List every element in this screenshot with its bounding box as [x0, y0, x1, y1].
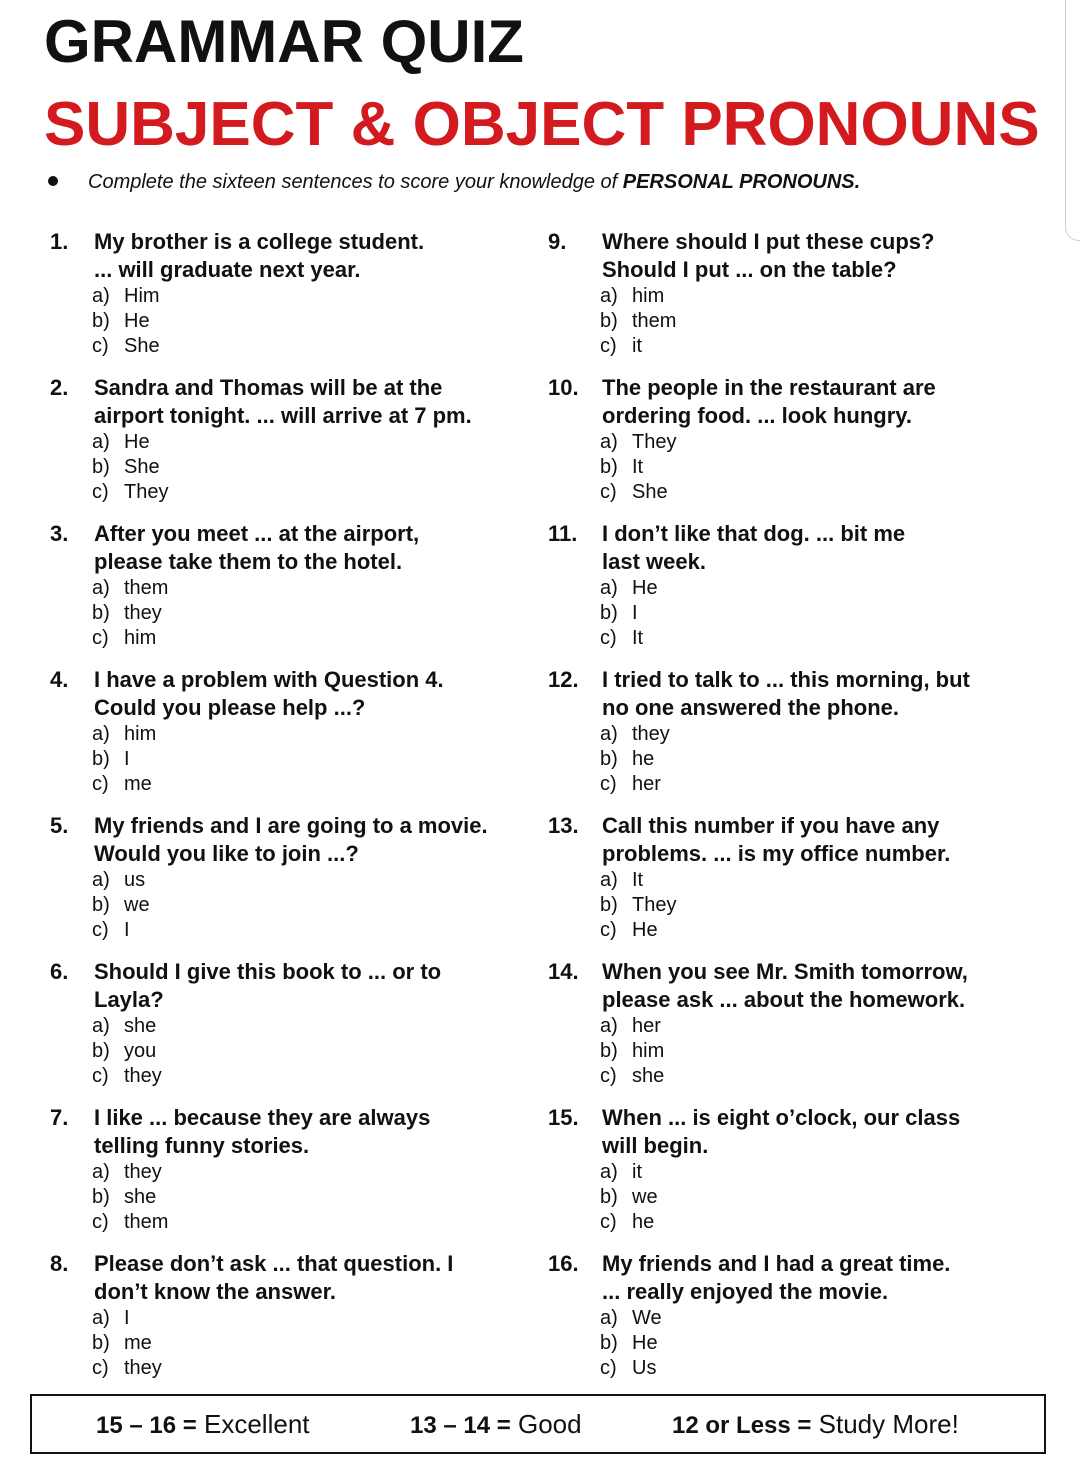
answer-option: [600, 1331, 1038, 1356]
question-line: I tried to talk to ... this morning, but: [602, 667, 970, 692]
score-excellent: 15 – 16 = Excellent: [96, 1409, 310, 1439]
option-letter: b): [92, 1332, 110, 1354]
question-item: [50, 228, 540, 374]
question-line: don’t know the answer.: [94, 1279, 337, 1304]
option-text: He: [632, 577, 658, 599]
option-text: She: [124, 456, 160, 478]
option-letter: b): [92, 310, 110, 332]
option-text: he: [632, 748, 655, 770]
option-text: it: [632, 335, 642, 357]
answer-option: [600, 1210, 1038, 1235]
option-text: them: [124, 577, 169, 599]
option-letter: c): [600, 1065, 617, 1087]
question-item: [548, 1250, 1038, 1396]
question-text: [602, 1104, 1038, 1160]
question-line: Sandra and Thomas will be at the: [94, 375, 443, 400]
question-line: problems. ... is my office number.: [602, 841, 951, 866]
answer-option: [92, 480, 540, 505]
page-edge-tab: [1065, 0, 1080, 241]
question-text: [602, 228, 1038, 284]
question-text: [94, 228, 540, 284]
option-text: you: [124, 1040, 157, 1062]
question-number: 5.: [50, 813, 69, 838]
answer-option: [92, 334, 540, 359]
question-line: Should I put ... on the table?: [602, 257, 897, 282]
question-line: When ... is eight o’clock, our class: [602, 1105, 961, 1130]
instructions-text: Complete the sixteen sentences to score your knowledge of: [88, 171, 623, 193]
option-letter: a): [600, 869, 618, 891]
option-text: I: [124, 919, 130, 941]
answer-options: [600, 1306, 1038, 1381]
question-number: 13.: [548, 813, 579, 838]
option-letter: b): [92, 1040, 110, 1062]
question-line: Should I give this book to ... or to: [94, 959, 442, 984]
option-letter: c): [92, 773, 109, 795]
question-line: After you meet ... at the airport,: [94, 521, 420, 546]
answer-option: [92, 1039, 540, 1064]
question-line: airport tonight. ... will arrive at 7 pm.: [94, 403, 472, 428]
option-letter: c): [92, 1211, 109, 1233]
question-text: [94, 958, 540, 1014]
option-letter: c): [92, 919, 109, 941]
question-text: [602, 520, 1038, 576]
question-line: will begin.: [602, 1133, 709, 1158]
option-letter: b): [92, 748, 110, 770]
question-number: 7.: [50, 1105, 69, 1130]
question-item: [548, 1104, 1038, 1250]
question-number: 14.: [548, 959, 579, 984]
option-text: Him: [124, 285, 160, 307]
option-text: him: [632, 285, 665, 307]
answer-option: [92, 772, 540, 797]
answer-option: [600, 309, 1038, 334]
option-text: him: [124, 723, 157, 745]
answer-option: [600, 480, 1038, 505]
question-line: last week.: [602, 549, 706, 574]
option-letter: c): [600, 773, 617, 795]
question-line: I have a problem with Question 4.: [94, 667, 444, 692]
question-line: ... will graduate next year.: [94, 257, 361, 282]
question-line: I don’t like that dog. ... bit me: [602, 521, 906, 546]
option-letter: b): [600, 1186, 618, 1208]
question-text: [602, 666, 1038, 722]
option-text: They: [632, 431, 677, 453]
option-letter: b): [92, 1186, 110, 1208]
answer-option: [92, 1331, 540, 1356]
option-letter: c): [600, 919, 617, 941]
option-text: she: [124, 1015, 157, 1037]
option-text: they: [124, 1357, 162, 1379]
scoring-box: [30, 1394, 1046, 1454]
option-text: she: [632, 1065, 665, 1087]
question-item: [50, 374, 540, 520]
question-text: [94, 1250, 540, 1306]
question-item: [548, 228, 1038, 374]
option-letter: b): [600, 894, 618, 916]
answer-option: [92, 918, 540, 943]
question-line: Where should I put these cups?: [602, 229, 935, 254]
option-text: me: [124, 1332, 152, 1354]
question-line: Call this number if you have any: [602, 813, 940, 838]
question-line: telling funny stories.: [94, 1133, 310, 1158]
question-line: please ask ... about the homework.: [602, 987, 966, 1012]
option-text: they: [632, 723, 670, 745]
answer-option: [600, 1160, 1038, 1185]
answer-option: [600, 334, 1038, 359]
option-text: He: [632, 1332, 658, 1354]
question-item: [50, 666, 540, 812]
answer-options: [600, 576, 1038, 651]
answer-option: [600, 722, 1038, 747]
answer-options: [92, 430, 540, 505]
answer-option: [600, 772, 1038, 797]
option-text: I: [632, 602, 638, 624]
question-item: [50, 1104, 540, 1250]
option-text: It: [632, 869, 644, 891]
question-item: [548, 374, 1038, 520]
question-text: [602, 374, 1038, 430]
answer-option: [92, 722, 540, 747]
answer-option: [92, 601, 540, 626]
page-subtitle: SUBJECT & OBJECT PRONOUNS: [44, 90, 1040, 159]
answer-options: [92, 1160, 540, 1235]
answer-options: [600, 1160, 1038, 1235]
questions-left-column: [50, 228, 540, 1396]
option-letter: b): [600, 602, 618, 624]
answer-option: [92, 1064, 540, 1089]
question-line: When you see Mr. Smith tomorrow,: [602, 959, 968, 984]
option-letter: b): [600, 1040, 618, 1062]
option-letter: b): [600, 1332, 618, 1354]
option-letter: b): [600, 456, 618, 478]
question-line: ... really enjoyed the movie.: [602, 1279, 889, 1304]
option-text: them: [632, 310, 677, 332]
question-item: [50, 958, 540, 1104]
answer-option: [600, 1064, 1038, 1089]
option-letter: b): [92, 602, 110, 624]
question-text: [94, 374, 540, 430]
question-number: 3.: [50, 521, 69, 546]
answer-option: [92, 868, 540, 893]
option-text: It: [632, 456, 644, 478]
option-letter: c): [600, 1357, 617, 1379]
option-text: we: [632, 1186, 658, 1208]
option-text: It: [632, 627, 644, 649]
bullet-icon: [48, 176, 58, 186]
answer-option: [92, 455, 540, 480]
question-line: please take them to the hotel.: [94, 549, 403, 574]
question-item: [50, 812, 540, 958]
question-number: 9.: [548, 229, 567, 254]
question-text: [602, 812, 1038, 868]
option-text: we: [124, 894, 150, 916]
answer-option: [92, 747, 540, 772]
option-text: She: [124, 335, 160, 357]
question-number: 10.: [548, 375, 579, 400]
answer-option: [600, 430, 1038, 455]
question-line: Please don’t ask ... that question. I: [94, 1251, 454, 1276]
question-number: 1.: [50, 229, 69, 254]
option-letter: b): [600, 748, 618, 770]
question-number: 12.: [548, 667, 579, 692]
question-number: 2.: [50, 375, 69, 400]
option-letter: a): [92, 431, 110, 453]
answer-option: [92, 309, 540, 334]
option-letter: c): [600, 627, 617, 649]
answer-option: [92, 1356, 540, 1381]
questions-right-column: [548, 228, 1038, 1396]
answer-option: [92, 284, 540, 309]
question-number: 15.: [548, 1105, 579, 1130]
option-text: Us: [632, 1357, 657, 1379]
option-letter: c): [600, 335, 617, 357]
option-text: they: [124, 1065, 162, 1087]
answer-options: [92, 1014, 540, 1089]
option-letter: a): [600, 1307, 618, 1329]
answer-option: [92, 1014, 540, 1039]
answer-option: [92, 430, 540, 455]
answer-option: [600, 455, 1038, 480]
answer-option: [600, 1039, 1038, 1064]
question-line: My friends and I are going to a movie.: [94, 813, 488, 838]
answer-options: [600, 284, 1038, 359]
question-text: [602, 958, 1038, 1014]
option-text: them: [124, 1211, 169, 1233]
question-line: no one answered the phone.: [602, 695, 900, 720]
answer-option: [92, 1210, 540, 1235]
option-text: He: [632, 919, 658, 941]
answer-option: [600, 626, 1038, 651]
option-text: We: [632, 1307, 662, 1329]
answer-options: [92, 722, 540, 797]
option-letter: c): [92, 481, 109, 503]
option-letter: c): [92, 627, 109, 649]
question-line: Could you please help ...?: [94, 695, 366, 720]
instructions-keyword: PERSONAL PRONOUNS.: [622, 171, 861, 193]
score-good: 13 – 14 = Good: [410, 1409, 582, 1439]
answer-options: [92, 284, 540, 359]
question-line: My friends and I had a great time.: [602, 1251, 951, 1276]
question-number: 16.: [548, 1251, 579, 1276]
option-letter: c): [600, 1211, 617, 1233]
option-text: I: [124, 748, 130, 770]
option-text: he: [632, 1211, 655, 1233]
option-letter: a): [92, 869, 110, 891]
question-line: ordering food. ... look hungry.: [602, 403, 913, 428]
option-text: They: [124, 481, 169, 503]
answer-options: [92, 1306, 540, 1381]
answer-option: [600, 601, 1038, 626]
option-text: He: [124, 431, 150, 453]
option-letter: c): [92, 1357, 109, 1379]
question-line: Would you like to join ...?: [94, 841, 359, 866]
option-letter: a): [600, 1161, 618, 1183]
option-letter: a): [600, 1015, 618, 1037]
option-text: She: [632, 481, 668, 503]
option-text: him: [124, 627, 157, 649]
option-letter: b): [92, 456, 110, 478]
page-title: GRAMMAR QUIZ: [44, 8, 524, 75]
score-study-more: 12 or Less = Study More!: [672, 1409, 959, 1439]
answer-option: [92, 626, 540, 651]
option-text: He: [124, 310, 150, 332]
question-line: The people in the restaurant are: [602, 375, 936, 400]
question-line: Layla?: [94, 987, 164, 1012]
answer-option: [92, 576, 540, 601]
question-number: 11.: [548, 521, 578, 546]
question-number: 6.: [50, 959, 69, 984]
answer-option: [600, 576, 1038, 601]
answer-option: [600, 1306, 1038, 1331]
answer-option: [92, 1306, 540, 1331]
option-letter: c): [600, 481, 617, 503]
option-text: her: [632, 773, 661, 795]
option-letter: a): [600, 285, 618, 307]
answer-option: [92, 1160, 540, 1185]
answer-option: [600, 1356, 1038, 1381]
option-letter: a): [600, 577, 618, 599]
question-item: [50, 1250, 540, 1396]
option-text: they: [124, 602, 162, 624]
option-text: she: [124, 1186, 157, 1208]
answer-options: [600, 722, 1038, 797]
option-letter: c): [92, 1065, 109, 1087]
option-text: I: [124, 1307, 130, 1329]
option-letter: a): [600, 723, 618, 745]
option-letter: b): [92, 894, 110, 916]
option-letter: a): [92, 1161, 110, 1183]
option-letter: a): [600, 431, 618, 453]
answer-option: [600, 747, 1038, 772]
option-letter: a): [92, 1015, 110, 1037]
question-text: [94, 812, 540, 868]
answer-option: [600, 918, 1038, 943]
question-text: [94, 666, 540, 722]
answer-option: [92, 1185, 540, 1210]
option-text: her: [632, 1015, 661, 1037]
answer-option: [600, 1014, 1038, 1039]
question-item: [548, 520, 1038, 666]
answer-option: [600, 868, 1038, 893]
option-text: they: [124, 1161, 162, 1183]
question-item: [548, 666, 1038, 812]
option-text: me: [124, 773, 152, 795]
answer-options: [92, 868, 540, 943]
option-text: it: [632, 1161, 642, 1183]
option-letter: a): [92, 285, 110, 307]
question-number: 4.: [50, 667, 69, 692]
answer-options: [92, 576, 540, 651]
question-text: [94, 520, 540, 576]
question-number: 8.: [50, 1251, 69, 1276]
option-text: They: [632, 894, 677, 916]
option-letter: a): [92, 723, 110, 745]
instructions: [48, 168, 860, 196]
question-item: [548, 958, 1038, 1104]
question-text: [94, 1104, 540, 1160]
answer-option: [600, 1185, 1038, 1210]
option-letter: b): [600, 310, 618, 332]
answer-options: [600, 430, 1038, 505]
answer-option: [600, 893, 1038, 918]
answer-options: [600, 1014, 1038, 1089]
question-text: [602, 1250, 1038, 1306]
question-item: [548, 812, 1038, 958]
question-item: [50, 520, 540, 666]
question-line: I like ... because they are always: [94, 1105, 431, 1130]
option-letter: c): [92, 335, 109, 357]
option-letter: a): [92, 1307, 110, 1329]
answer-option: [92, 893, 540, 918]
option-letter: a): [92, 577, 110, 599]
option-text: him: [632, 1040, 665, 1062]
question-line: My brother is a college student.: [94, 229, 425, 254]
option-text: us: [124, 869, 146, 891]
answer-options: [600, 868, 1038, 943]
answer-option: [600, 284, 1038, 309]
